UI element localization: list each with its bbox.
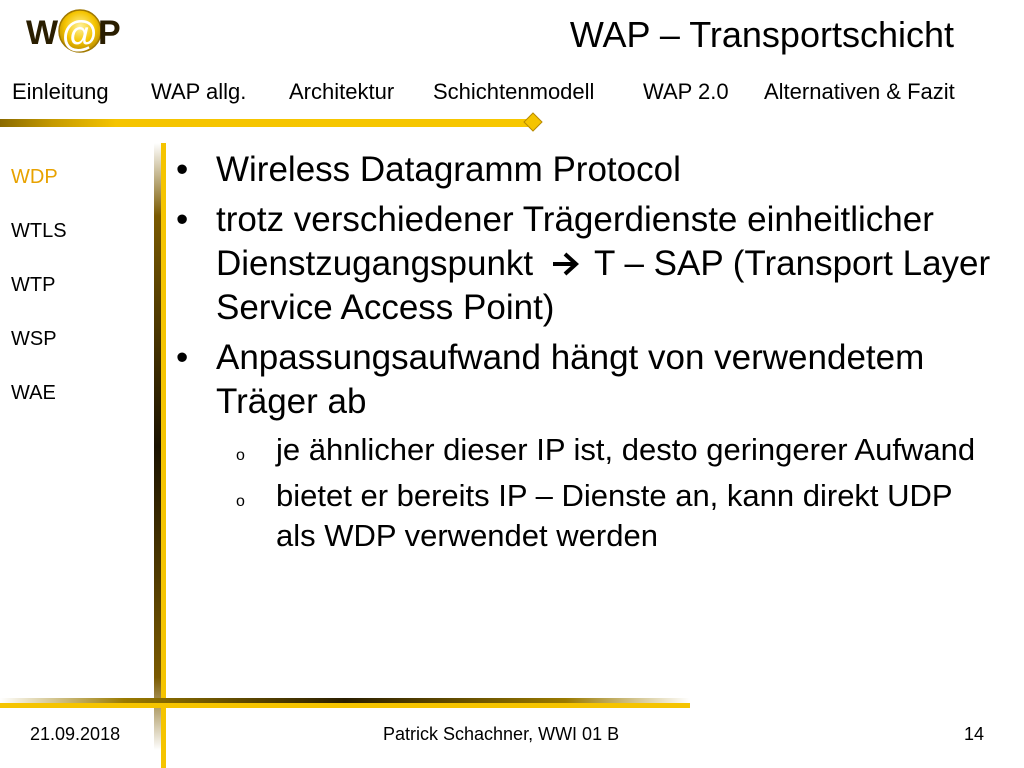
slide-title: WAP – Transportschicht: [569, 14, 954, 55]
sidebar-item-wtls[interactable]: WTLS: [11, 220, 67, 242]
bullet-text: Anpassungsaufwand hängt von verwendetem Träger ab: [216, 338, 925, 421]
bullet-text: Wireless Datagramm Protocol: [216, 150, 681, 189]
sub-bullet-item: [176, 430, 996, 470]
sub-bullet-text: bietet er bereits IP – Dienste an, kann direkt UDP als WDP verwendet werden: [276, 478, 953, 553]
nav-item-architektur[interactable]: Architektur: [289, 79, 395, 104]
sidebar-item-wsp[interactable]: WSP: [11, 328, 57, 350]
wap-logo: [24, 8, 128, 54]
nav-progress-diamond-icon: [523, 112, 543, 132]
logo-at-sign: @: [62, 13, 98, 54]
vertical-divider-gold: [161, 143, 166, 768]
logo-letter-w: W: [26, 14, 59, 52]
nav-progress-bar: [0, 119, 528, 127]
nav-item-einleitung[interactable]: Einleitung: [12, 79, 109, 104]
bullet-item: [176, 198, 996, 330]
nav-item-alternativen-fazit[interactable]: Alternativen & Fazit: [764, 79, 955, 104]
bottom-divider-gold: [0, 703, 690, 708]
bullet-marker: •: [176, 200, 189, 239]
footer-author: Patrick Schachner, WWI 01 B: [383, 724, 620, 744]
nav-item-schichtenmodell[interactable]: Schichtenmodell: [433, 79, 595, 104]
sub-bullet-item: [176, 476, 996, 556]
vertical-divider-dark: [154, 143, 161, 750]
bullet-item: [176, 148, 996, 192]
wap-logo-graphic: [24, 8, 128, 54]
footer-page-number: 14: [963, 724, 984, 744]
sidebar-item-wae[interactable]: WAE: [11, 382, 56, 404]
nav-item-wap-2-0[interactable]: WAP 2.0: [643, 79, 729, 104]
bullet-marker: •: [176, 150, 189, 189]
section-nav: [12, 78, 1002, 106]
sidebar-item-wdp[interactable]: WDP: [11, 166, 58, 188]
footer-date: 21.09.2018: [30, 724, 121, 744]
bullet-marker: •: [176, 338, 189, 377]
sub-bullet-marker: o: [236, 447, 245, 464]
subsection-sidebar: [11, 160, 141, 430]
nav-item-wap-allg[interactable]: WAP allg.: [151, 79, 247, 104]
bullet-text-after-arrow: T – SAP (Transport Layer Service Access Point): [216, 244, 991, 327]
slide-content: [176, 148, 996, 562]
sub-bullet-marker: o: [236, 493, 245, 510]
right-arrow-icon: [551, 244, 581, 270]
sidebar-item-wtp[interactable]: WTP: [11, 274, 56, 296]
sub-bullet-text: je ähnlicher dieser IP ist, desto geringerer Aufwand: [276, 432, 976, 467]
bullet-item: [176, 336, 996, 424]
bullet-text-before-arrow: trotz verschiedener Trägerdienste einheitlicher Dienstzugangspunkt: [216, 200, 934, 283]
logo-letter-p: P: [98, 14, 121, 52]
